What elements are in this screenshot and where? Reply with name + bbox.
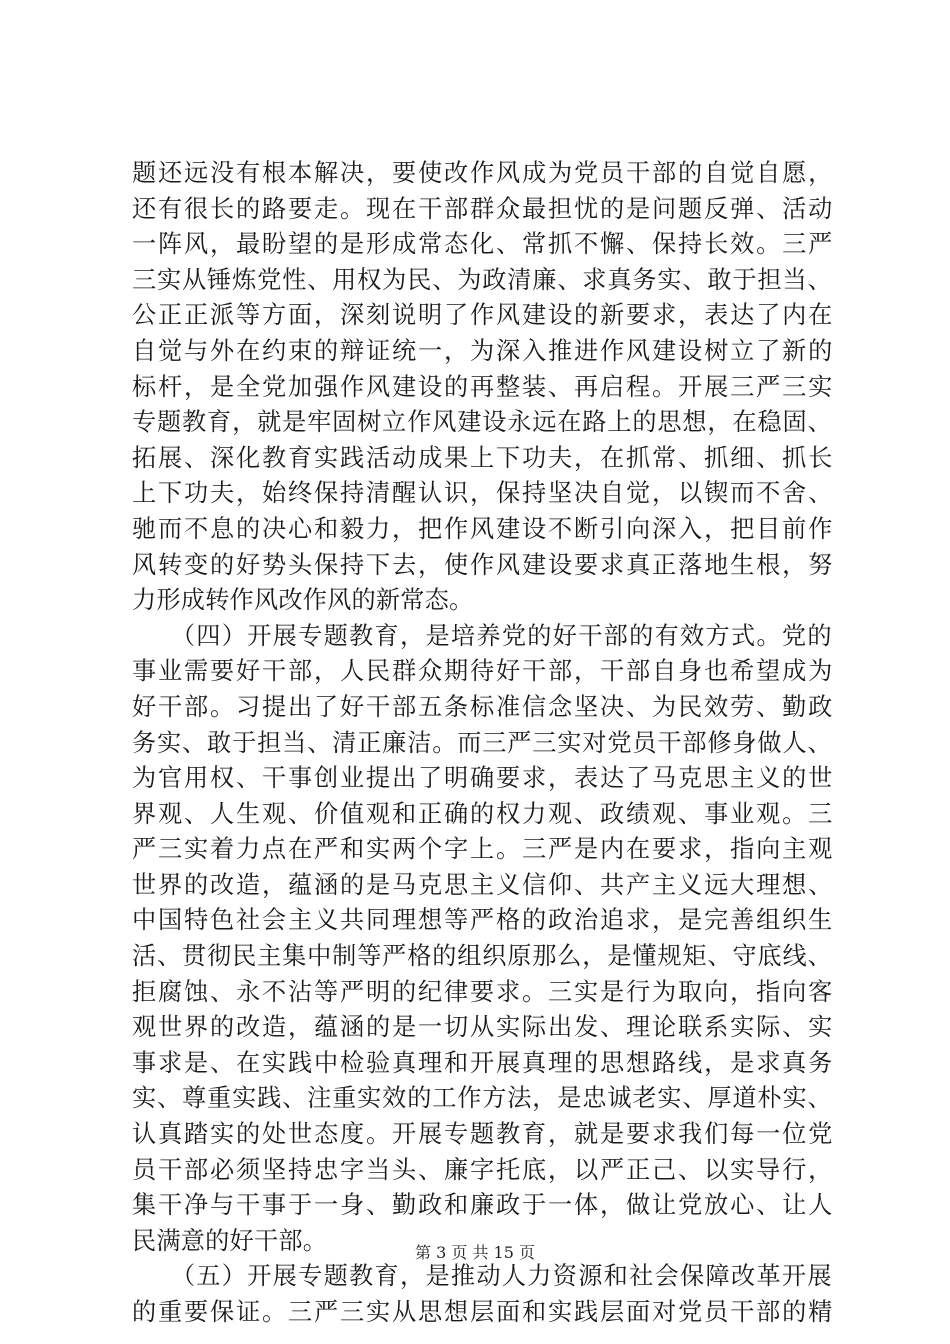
text-line: 中国特色社会主义共同理想等严格的政治追求，是完善组织生 bbox=[132, 906, 835, 935]
text-line: 力形成转作风改作风的新常态。 bbox=[132, 586, 474, 615]
text-line: 观世界的改造，蕴涵的是一切从实际出发、理论联系实际、实 bbox=[132, 1013, 835, 1042]
text-line: 专题教育，就是牢固树立作风建设永远在路上的思想，在稳固、 bbox=[132, 408, 833, 437]
text-line: 为官用权、干事创业提出了明确要求，表达了马克思主义的世 bbox=[132, 764, 835, 793]
text-line: 严三实着力点在严和实两个字上。三严是内在要求，指向主观 bbox=[132, 835, 835, 864]
text-line: 自觉与外在约束的辩证统一，为深入推进作风建设树立了新的 bbox=[132, 336, 835, 365]
text-line: 公正正派等方面，深刻说明了作风建设的新要求，表达了内在 bbox=[132, 301, 835, 330]
text-line: 事业需要好干部，人民群众期待好干部，干部自身也希望成为 bbox=[132, 657, 835, 686]
text-line: 拒腐蚀、永不沾等严明的纪律要求。三实是行为取向，指向客 bbox=[132, 977, 835, 1006]
text-line: 务实、敢于担当、清正廉洁。而三严三实对党员干部修身做人、 bbox=[132, 728, 833, 757]
page-footer: 第 3 页 共 15 页 bbox=[415, 1243, 535, 1262]
document-body bbox=[132, 156, 835, 1331]
text-line: 认真踏实的处世态度。开展专题教育，就是要求我们每一位党 bbox=[132, 1120, 835, 1149]
text-line: 世界的改造，蕴涵的是马克思主义信仰、共产主义远大理想、 bbox=[132, 870, 835, 899]
text-line: 活、贯彻民主集中制等严格的组织原那么，是懂规矩、守底线、 bbox=[132, 942, 833, 971]
text-line: 拓展、深化教育实践活动成果上下功夫，在抓常、抓细、抓长 bbox=[132, 443, 835, 472]
text-line: 实、尊重实践、注重实效的工作方法，是忠诚老实、厚道朴实、 bbox=[132, 1084, 833, 1113]
text-line: 好干部。习提出了好干部五条标准信念坚决、为民效劳、勤政 bbox=[132, 692, 835, 721]
text-line: 驰而不息的决心和毅力，把作风建设不断引向深入，把目前作 bbox=[132, 514, 835, 543]
text-line: 三实从锤炼党性、用权为民、为政清廉、求真务实、敢于担当、 bbox=[132, 265, 833, 294]
text-line: 题还远没有根本解决，要使改作风成为党员干部的自觉自愿， bbox=[132, 159, 835, 187]
text-line: 界观、人生观、价值观和正确的权力观、政绩观、事业观。三 bbox=[132, 799, 835, 828]
text-line: 民满意的好干部。 bbox=[132, 1226, 328, 1255]
text-line: 标杆，是全党加强作风建设的再整装、再启程。开展三严三实 bbox=[132, 372, 835, 401]
text-line: 风转变的好势头保持下去，使作风建设要求真正落地生根，努 bbox=[132, 550, 835, 579]
text-line: 集干净与干事于一身、勤政和廉政于一体，做让党放心、让人 bbox=[132, 1191, 835, 1220]
text-line: 的重要保证。三严三实从思想层面和实践层面对党员干部的精 bbox=[132, 1298, 835, 1326]
text-line: （五）开展专题教育，是推动人力资源和社会保障改革开展 bbox=[132, 1262, 833, 1291]
text-line: 员干部必须坚持忠字当头、廉字托底，以严正己、以实导行， bbox=[132, 1155, 835, 1184]
text-line: 还有很长的路要走。现在干部群众最担忧的是问题反弹、活动 bbox=[132, 194, 835, 223]
text-line: 一阵风，最盼望的是形成常态化、常抓不懈、保持长效。三严 bbox=[132, 230, 835, 259]
text-line: 上下功夫，始终保持清醒认识，保持坚决自觉，以锲而不舍、 bbox=[132, 479, 835, 508]
text-line: （四）开展专题教育，是培养党的好干部的有效方式。党的 bbox=[132, 621, 833, 650]
text-line: 事求是、在实践中检验真理和开展真理的思想路线，是求真务 bbox=[132, 1048, 835, 1077]
